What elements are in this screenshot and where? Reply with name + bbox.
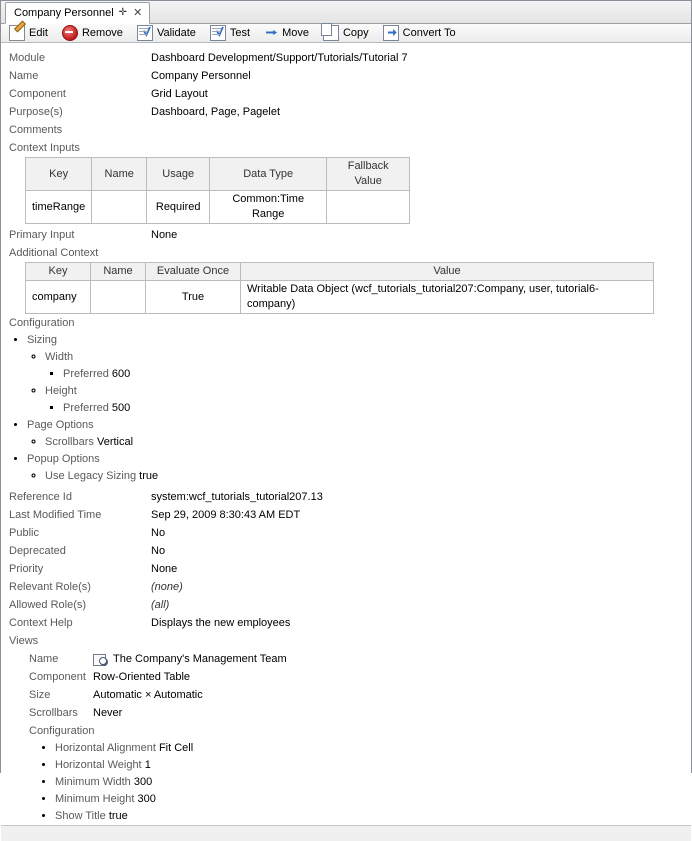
field-allowed-roles-label: Allowed Role(s) [9, 599, 87, 611]
list-item[interactable] [55, 791, 691, 808]
field-name [1, 67, 691, 85]
config-node-height-label: Height [45, 385, 77, 397]
convert-to-button-label: Convert To [402, 27, 456, 39]
field-deprecated-value: No [151, 545, 166, 557]
validate-button-label: Validate [156, 27, 196, 39]
cell-value: Writable Data Object (wcf_tutorials_tutorial207:Company, user, tutorial6-company) [241, 281, 654, 314]
field-purposes [1, 103, 691, 121]
view-configuration-label: Configuration [29, 725, 95, 737]
views-label: Views [9, 635, 39, 647]
additional-context-label: Additional Context [9, 247, 99, 259]
config-node-width-preferred[interactable] [63, 366, 691, 383]
views-body [1, 650, 691, 825]
config-use-legacy-sizing-label: Use Legacy Sizing [45, 470, 137, 482]
move-button[interactable] [262, 25, 311, 41]
additional-context-table [25, 262, 654, 314]
view-component-value: Row-Oriented Table [93, 671, 191, 683]
view-cfg-minimum-width-label: Minimum Width [55, 776, 131, 788]
field-deprecated [1, 542, 691, 560]
cell-name [91, 281, 146, 314]
view-cfg-horizontal-alignment-label: Horizontal Alignment [55, 742, 156, 754]
copy-button-label: Copy [342, 27, 369, 39]
config-node-height[interactable] [45, 383, 691, 417]
field-purposes-value: Dashboard, Page, Pagelet [151, 106, 281, 118]
config-node-scrollbars[interactable] [45, 434, 691, 451]
field-component-value: Grid Layout [151, 88, 208, 100]
config-scrollbars-value: Vertical [96, 436, 134, 448]
view-cfg-horizontal-alignment-value: Fit Cell [158, 742, 194, 754]
context-inputs-label: Context Inputs [9, 142, 80, 154]
cell-data-type: Common:Time Range [210, 191, 327, 224]
config-sizing-children [27, 349, 691, 417]
field-purposes-label: Purpose(s) [9, 106, 63, 118]
copy-icon [323, 25, 339, 41]
tab-bar [1, 1, 691, 24]
field-reference-id-value: system:wcf_tutorials_tutorial207.13 [151, 491, 323, 503]
list-item[interactable] [55, 740, 691, 757]
field-component [1, 85, 691, 103]
config-node-page-options[interactable] [27, 417, 691, 451]
config-node-popup-options[interactable] [27, 451, 691, 485]
edit-button[interactable] [7, 24, 50, 42]
cell-usage: Required [147, 191, 210, 224]
col-name: Name [92, 158, 147, 191]
cell-name [92, 191, 147, 224]
convert-to-button[interactable] [381, 24, 458, 42]
view-name-row [21, 650, 691, 668]
field-allowed-roles [1, 596, 691, 614]
config-node-height-preferred[interactable] [63, 400, 691, 417]
field-priority [1, 560, 691, 578]
field-public-label: Public [9, 527, 39, 539]
table-row[interactable] [26, 191, 410, 224]
additional-context-table-wrapper [1, 262, 691, 314]
field-reference-id [1, 488, 691, 506]
field-public-value: No [151, 527, 166, 539]
remove-icon [62, 25, 78, 41]
field-last-modified-time-value: Sep 29, 2009 8:30:43 AM EDT [151, 509, 301, 521]
field-primary-input-value: None [151, 229, 178, 241]
field-deprecated-label: Deprecated [9, 545, 66, 557]
context-inputs-table-wrapper [1, 157, 691, 224]
field-comments-label: Comments [9, 124, 63, 136]
tab-label: Company Personnel [14, 7, 114, 19]
field-last-modified-time [1, 506, 691, 524]
view-name-label: Name [29, 653, 59, 665]
col-evaluate-once: Evaluate Once [146, 263, 241, 281]
table-header-row [26, 263, 654, 281]
config-page-options-children [27, 434, 691, 451]
view-scrollbars-row [21, 704, 691, 722]
field-comments [1, 121, 691, 139]
view-cfg-minimum-width-value: 300 [133, 776, 153, 788]
col-usage: Usage [147, 158, 210, 191]
view-scrollbars-value: Never [93, 707, 123, 719]
view-size-value: Automatic × Automatic [93, 689, 203, 701]
move-icon [264, 26, 278, 40]
validate-icon [137, 25, 153, 41]
validate-button[interactable] [135, 24, 198, 42]
list-item[interactable] [55, 757, 691, 774]
tab-company-personnel[interactable] [5, 2, 150, 24]
convert-icon [383, 25, 399, 41]
test-button[interactable] [208, 24, 252, 42]
pin-icon[interactable]: ✛ [118, 7, 128, 18]
view-name-value-wrap[interactable] [93, 650, 287, 668]
col-name: Name [91, 263, 146, 281]
view-cfg-horizontal-weight-value: 1 [144, 759, 151, 771]
view-configuration-list [21, 740, 691, 825]
config-height-preferred-label: Preferred [63, 402, 109, 414]
field-module-label: Module [9, 52, 46, 64]
cell-key: timeRange [26, 191, 92, 224]
close-icon[interactable]: ✕ [133, 6, 143, 19]
config-width-preferred-value: 600 [111, 368, 131, 380]
view-scrollbars-label: Scrollbars [29, 707, 78, 719]
table-row[interactable] [26, 281, 654, 314]
field-priority-value: None [151, 563, 178, 575]
config-popup-options-children [27, 468, 691, 485]
config-scrollbars-label: Scrollbars [45, 436, 94, 448]
cell-fallback-value [327, 191, 410, 224]
config-page-options-label: Page Options [27, 419, 94, 431]
view-configuration-row [21, 722, 691, 740]
col-data-type: Data Type [210, 158, 327, 191]
field-last-modified-time-label: Last Modified Time [9, 509, 102, 521]
col-value: Value [241, 263, 654, 281]
field-relevant-roles-label: Relevant Role(s) [9, 581, 91, 593]
field-module-value: Dashboard Development/Support/Tutorials/Tutorial 7 [151, 52, 408, 64]
context-inputs-table [25, 157, 410, 224]
copy-button[interactable] [321, 24, 371, 42]
horizontal-scrollbar[interactable] [1, 825, 691, 841]
cell-evaluate-once: True [146, 281, 241, 314]
configuration-tree [1, 332, 691, 485]
cell-key: company [26, 281, 91, 314]
field-context-help [1, 614, 691, 632]
view-cfg-minimum-height-label: Minimum Height [55, 793, 135, 805]
move-button-label: Move [282, 27, 309, 39]
field-primary-input [1, 226, 691, 244]
edit-icon [9, 25, 25, 41]
view-size-row [21, 686, 691, 704]
details-panel [1, 43, 691, 825]
col-key: Key [26, 158, 92, 191]
view-component-row [21, 668, 691, 686]
view-size-label: Size [29, 689, 51, 701]
view-icon [93, 653, 109, 666]
test-button-label: Test [229, 27, 251, 39]
field-primary-input-label: Primary Input [9, 229, 75, 241]
remove-button[interactable] [60, 24, 125, 42]
field-component-label: Component [9, 88, 66, 100]
list-item[interactable] [55, 808, 691, 825]
config-node-width-label: Width [45, 351, 74, 363]
config-node-use-legacy-sizing[interactable] [45, 468, 691, 485]
list-item[interactable] [55, 774, 691, 791]
field-relevant-roles [1, 578, 691, 596]
col-key: Key [26, 263, 91, 281]
field-relevant-roles-value: (none) [151, 581, 183, 593]
view-name-value: The Company's Management Team [113, 653, 287, 665]
config-node-sizing[interactable] [27, 332, 691, 417]
field-priority-label: Priority [9, 563, 44, 575]
field-name-value: Company Personnel [151, 70, 251, 82]
edit-button-label: Edit [29, 27, 48, 39]
field-allowed-roles-value: (all) [151, 599, 170, 611]
toolbar [1, 24, 691, 43]
view-cfg-minimum-height-value: 300 [137, 793, 156, 805]
field-name-label: Name [9, 70, 39, 82]
config-height-preferred-value: 500 [111, 402, 131, 414]
table-header-row [26, 158, 410, 191]
field-public [1, 524, 691, 542]
test-icon [210, 25, 226, 41]
config-width-preferred-label: Preferred [63, 368, 109, 380]
field-reference-id-label: Reference Id [9, 491, 72, 503]
col-fallback-value: Fallback Value [327, 158, 410, 191]
config-node-width[interactable] [45, 349, 691, 383]
view-cfg-show-title-value: true [108, 810, 128, 822]
config-node-sizing-label: Sizing [27, 334, 57, 346]
view-component-label: Component [29, 671, 86, 683]
config-popup-options-label: Popup Options [27, 453, 100, 465]
config-height-children [45, 400, 691, 417]
configuration-label: Configuration [9, 317, 75, 329]
remove-button-label: Remove [81, 27, 123, 39]
view-cfg-horizontal-weight-label: Horizontal Weight [55, 759, 142, 771]
field-module [1, 49, 691, 67]
field-context-help-value: Displays the new employees [151, 617, 291, 629]
config-width-children [45, 366, 691, 383]
view-cfg-show-title-label: Show Title [55, 810, 106, 822]
field-context-help-label: Context Help [9, 617, 73, 629]
config-use-legacy-sizing-value: true [139, 470, 159, 482]
